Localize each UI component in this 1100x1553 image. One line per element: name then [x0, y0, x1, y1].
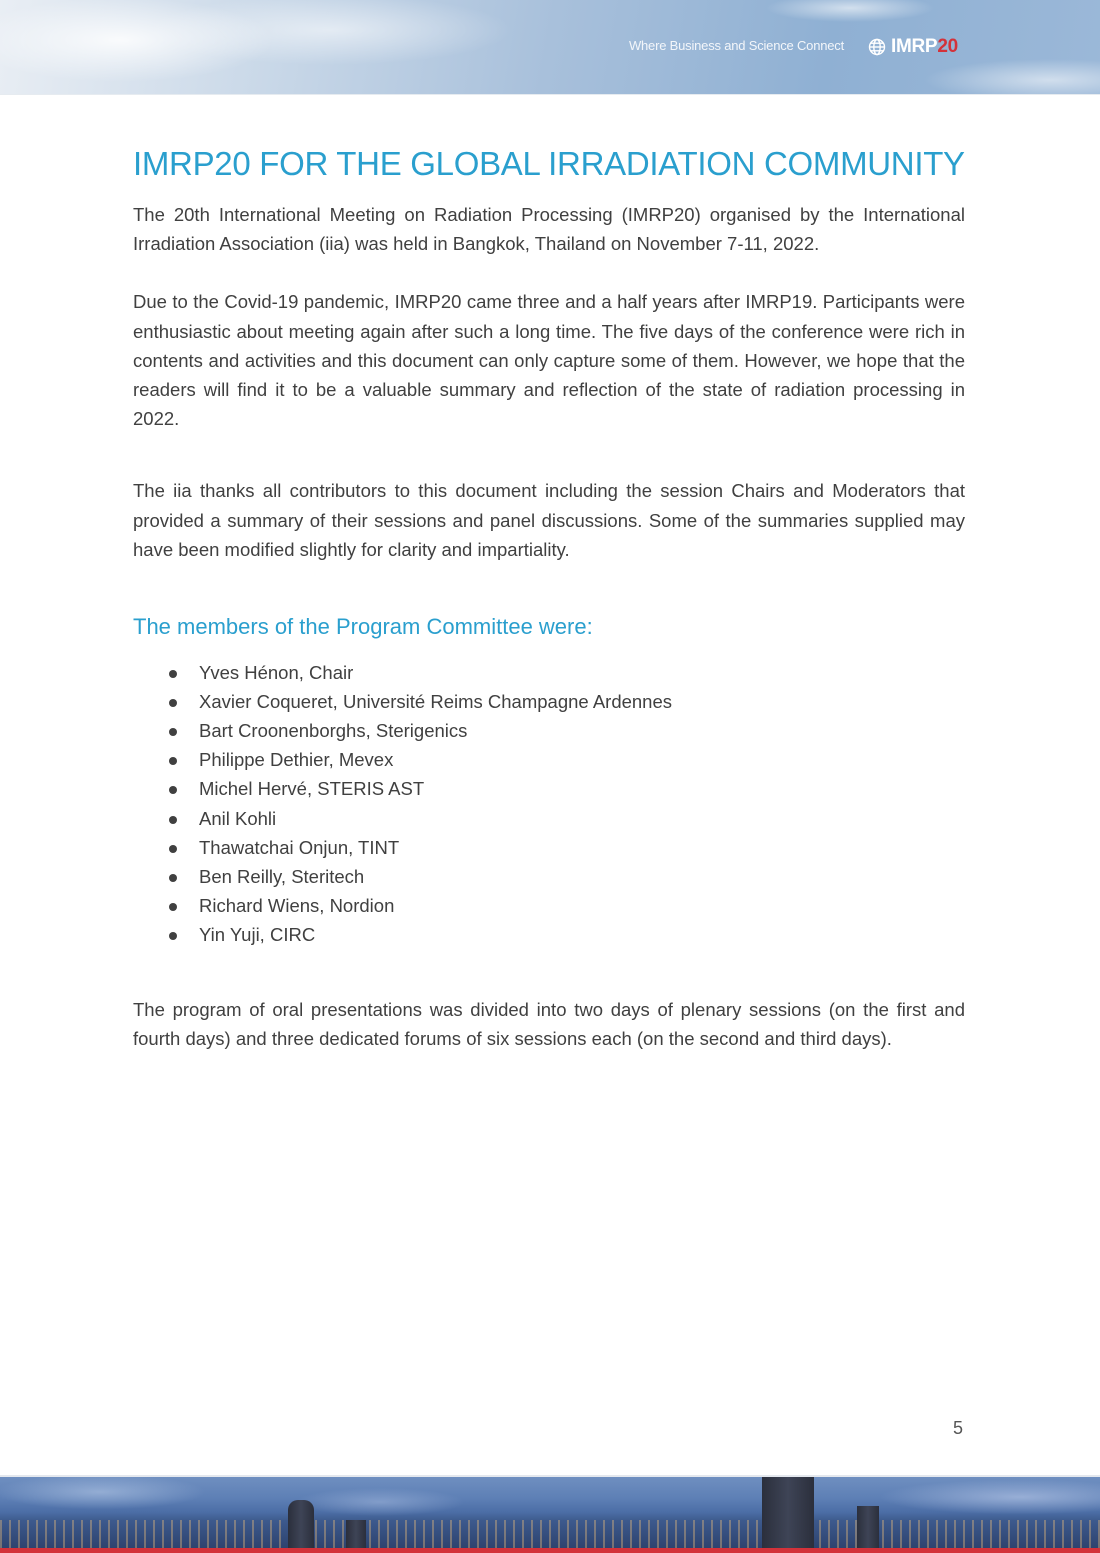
footer-red-bar: [0, 1548, 1100, 1553]
list-item: [168, 862, 965, 891]
covid-paragraph: Due to the Covid-19 pandemic, IMRP20 came three and a half years after IMRP19. Participants were enthusiastic about meeting again after such a long time. The five days of the conference were rich in contents and activities and this document can only capture some of them. However, we hope that the readers will find it to be a valuable summary and reflection of the state of radiation processing in 2022.: [133, 291, 965, 430]
skyscraper-shape: [288, 1500, 314, 1550]
member-name: Ben Reilly, Steritech: [199, 865, 365, 887]
list-item: [168, 687, 965, 716]
list-item: [168, 716, 965, 745]
document-body: [133, 138, 965, 1053]
bullet-icon: [169, 728, 177, 736]
bullet-icon: [169, 670, 177, 678]
member-name: Michel Hervé, STERIS AST: [199, 778, 425, 800]
footer-cityscape-banner: [0, 1475, 1100, 1550]
footer-city-lights: [0, 1520, 1100, 1550]
list-item: [168, 920, 965, 949]
skyscraper-shape: [762, 1477, 814, 1550]
committee-list: [133, 658, 965, 949]
skyscraper-shape: [857, 1506, 879, 1550]
header-tagline: Where Business and Science Connect: [628, 38, 844, 53]
member-name: Yin Yuji, CIRC: [199, 923, 316, 945]
intro-paragraph: The 20th International Meeting on Radiation Processing (IMRP20) organised by the International Irradiation Association (iia) was held in Bangkok, Thailand on November 7-11, 2022.: [133, 204, 965, 255]
skyscraper-shape: [346, 1520, 366, 1550]
program-paragraph: The program of oral presentations was divided into two days of plenary sessions (on the first and fourth days) and three dedicated forums of six sessions each (on the second and third days).: [133, 998, 965, 1050]
bullet-icon: [169, 845, 177, 853]
bullet-icon: [169, 786, 177, 794]
logo-text: IMRP: [891, 36, 938, 57]
member-name: Anil Kohli: [199, 807, 277, 829]
member-name: Xavier Coqueret, Université Reims Champagne Ardennes: [199, 691, 673, 713]
bullet-icon: [169, 932, 177, 940]
page-number: 5: [953, 1418, 964, 1438]
bullet-icon: [169, 874, 177, 882]
header-banner: [0, 0, 1100, 95]
member-name: Richard Wiens, Nordion: [199, 894, 395, 916]
list-item: [168, 833, 965, 862]
member-name: Philippe Dethier, Mevex: [199, 749, 394, 771]
bullet-icon: [169, 699, 177, 707]
footer-clouds: [0, 1477, 1100, 1517]
globe-icon: [868, 38, 886, 56]
member-name: Yves Hénon, Chair: [199, 662, 354, 684]
bullet-icon: [169, 903, 177, 911]
list-item: [168, 804, 965, 833]
imrp20-logo: [868, 36, 958, 58]
committee-heading: The members of the Program Committee were:: [133, 614, 593, 640]
list-item: [168, 891, 965, 920]
logo-number: 20: [937, 36, 958, 57]
member-name: Thawatchai Onjun, TINT: [199, 836, 400, 858]
bullet-icon: [169, 816, 177, 824]
list-item: [168, 745, 965, 774]
bullet-icon: [169, 757, 177, 765]
logo-wordmark: [891, 36, 958, 58]
member-name: Bart Croonenborghs, Sterigenics: [199, 720, 468, 742]
thanks-paragraph: The iia thanks all contributors to this document including the session Chairs and Moderators that provided a summary of their sessions and panel discussions. Some of the summaries supplied may have been modified slightly for clarity and impartiality.: [133, 480, 965, 560]
list-item: [168, 774, 965, 803]
page-title: IMRP20 FOR THE GLOBAL IRRADIATION COMMUNITY: [133, 145, 965, 182]
list-item: [168, 658, 965, 687]
